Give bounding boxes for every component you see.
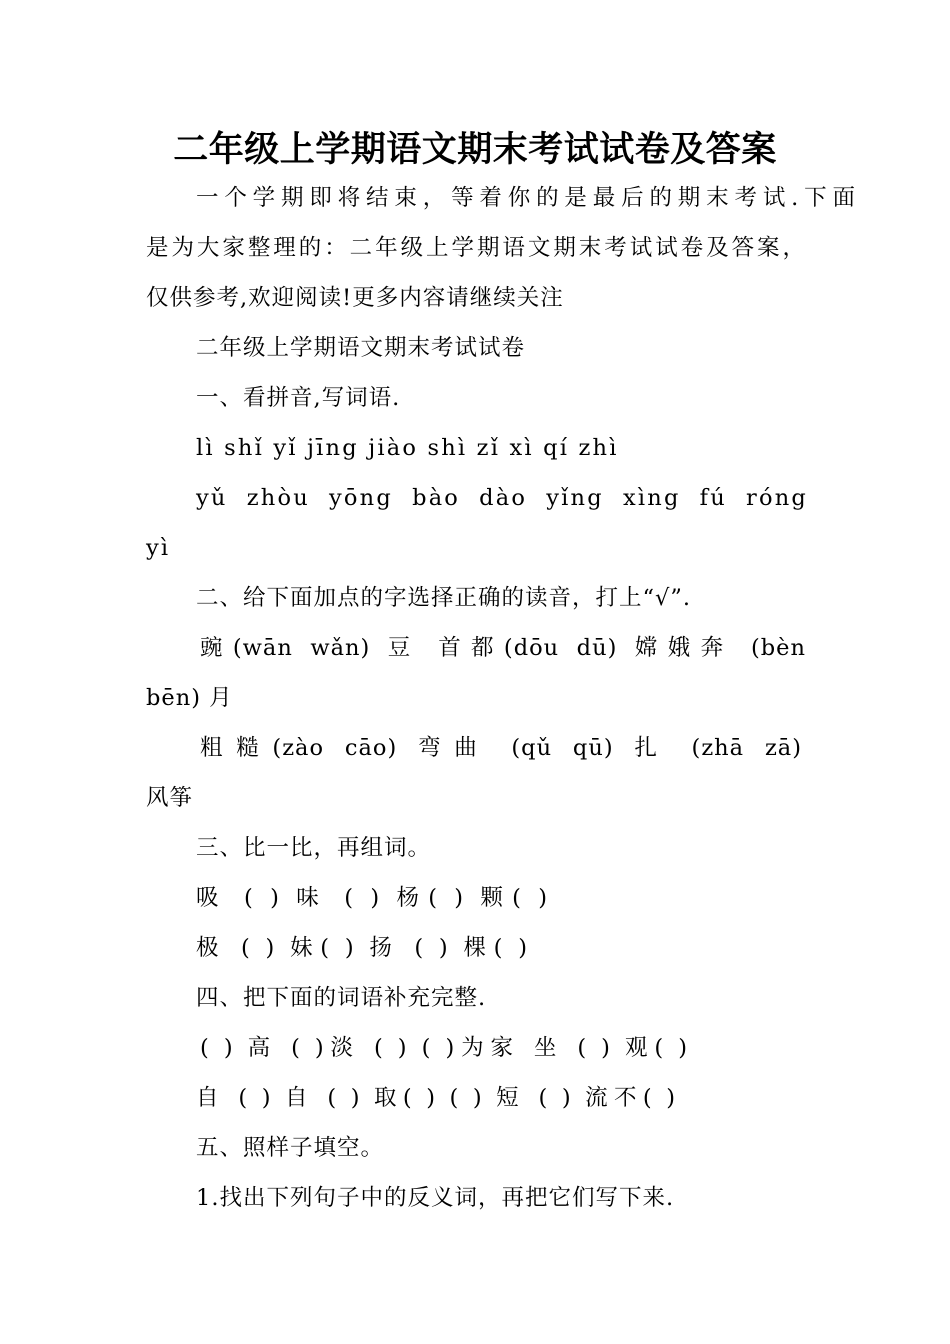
intro-line-3: 仅供参考,欢迎阅读!更多内容请继续关注 [146,285,564,311]
section-2-line-3: 粗糙(zào cāo) 弯曲 (qǔ qū) 扎 (zhā zā) [200,735,802,761]
section-3-row-2: 极 ( ) 妹( ) 扬 ( ) 棵( ) [196,935,528,961]
section-4-row-2: 自 ( ) 自 ( ) 取( ) ( ) 短 ( ) 流不( ) [196,1085,676,1111]
section-1-pinyin-line-2: yǔ zhòu yōng bào dào yǐng xìng fú róng [196,485,808,511]
section-3-heading: 三、比一比，再组词。 [196,835,432,861]
section-2-line-2: bēn) 月 [146,685,233,711]
section-1-pinyin-line-1: lì shǐ yǐ jīng jiào shì zǐ xì qí zhì [196,435,619,461]
section-4-row-1: ( ) 高 ( )淡 ( ) ( )为家 坐 ( ) 观( ) [200,1035,688,1061]
section-2-heading: 二、给下面加点的字选择正确的读音，打上“√”. [196,585,691,611]
section-5-item-1: 1.找出下列句子中的反义词，再把它们写下来. [196,1185,675,1211]
exam-heading: 二年级上学期语文期末考试试卷 [196,335,526,361]
section-4-heading: 四、把下面的词语补充完整. [196,985,487,1011]
section-2-line-4: 风筝 [146,785,194,811]
section-3-row-1: 吸 ( ) 味 ( ) 杨( ) 颗( ) [196,885,548,911]
section-5-heading: 五、照样子填空。 [196,1135,385,1161]
section-1-heading: 一、看拼音,写词语. [196,385,401,411]
intro-line-2: 是为大家整理的：二年级上学期语文期末考试试卷及答案， [146,235,806,261]
section-1-pinyin-line-3: yì [146,535,171,561]
document-title: 二年级上学期语文期末考试试卷及答案 [173,130,777,170]
section-2-line-1: 豌(wān wǎn) 豆 首都(dōu dū) 嫦娥奔 (bèn [200,635,806,661]
intro-line-1: 一个学期即将结束，等着你的是最后的期末考试.下面 [196,185,856,211]
